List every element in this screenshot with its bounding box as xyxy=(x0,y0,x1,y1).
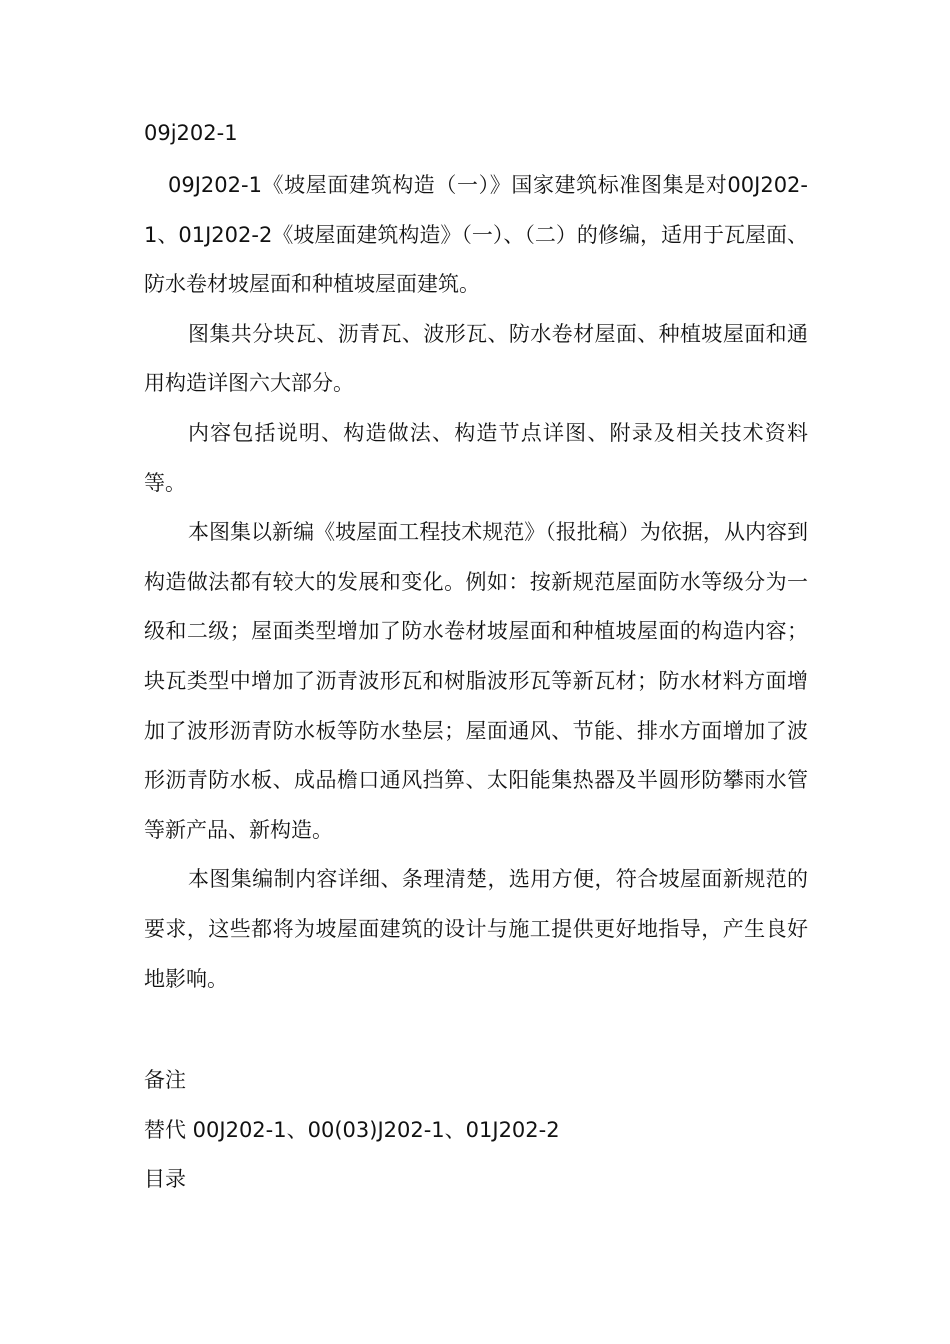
replaces-line: 替代 00J202-1、00(03)J202-1、01J202-2 xyxy=(144,1117,560,1142)
toc-label: 目录 xyxy=(144,1167,186,1192)
notes-section xyxy=(144,1056,808,1205)
sections-paragraph: 图集共分块瓦、沥青瓦、波形瓦、防水卷材屋面、种植坡屋面和通用构造详图六大部分。 xyxy=(144,321,808,396)
intro-paragraph: 09J202-1《坡屋面建筑构造（一）》国家建筑标准图集是对00J202-1、01J202-2《坡屋面建筑构造》（一）、（二）的修编，适用于瓦屋面、防水卷材坡屋面和种植坡屋面建筑。 xyxy=(144,173,808,297)
remark-label: 备注 xyxy=(144,1068,186,1092)
document-body xyxy=(144,112,808,1004)
summary-paragraph: 本图集编制内容详细、条理清楚，选用方便，符合坡屋面新规范的要求，这些都将为坡屋面建筑的设计与施工提供更好地指导，产生良好地影响。 xyxy=(144,867,808,991)
document-title: 09j202-1 xyxy=(144,121,238,145)
contents-paragraph: 内容包括说明、构造做法、构造节点详图、附录及相关技术资料等。 xyxy=(144,420,808,495)
changes-paragraph: 本图集以新编《坡屋面工程技术规范》（报批稿）为依据，从内容到构造做法都有较大的发展和变化。例如：按新规范屋面防水等级分为一级和二级；屋面类型增加了防水卷材坡屋面和种植坡屋面的构造内容；块瓦类型中增加了沥青波形瓦和树脂波形瓦等新瓦材；防水材料方面增加了波形沥青防水板等防水垫层；屋面通风、节能、排水方面增加了波形沥青防水板、成品檐口通风挡箅、太阳能集热器及半圆形防攀雨水管等新产品、新构造。 xyxy=(144,520,808,842)
